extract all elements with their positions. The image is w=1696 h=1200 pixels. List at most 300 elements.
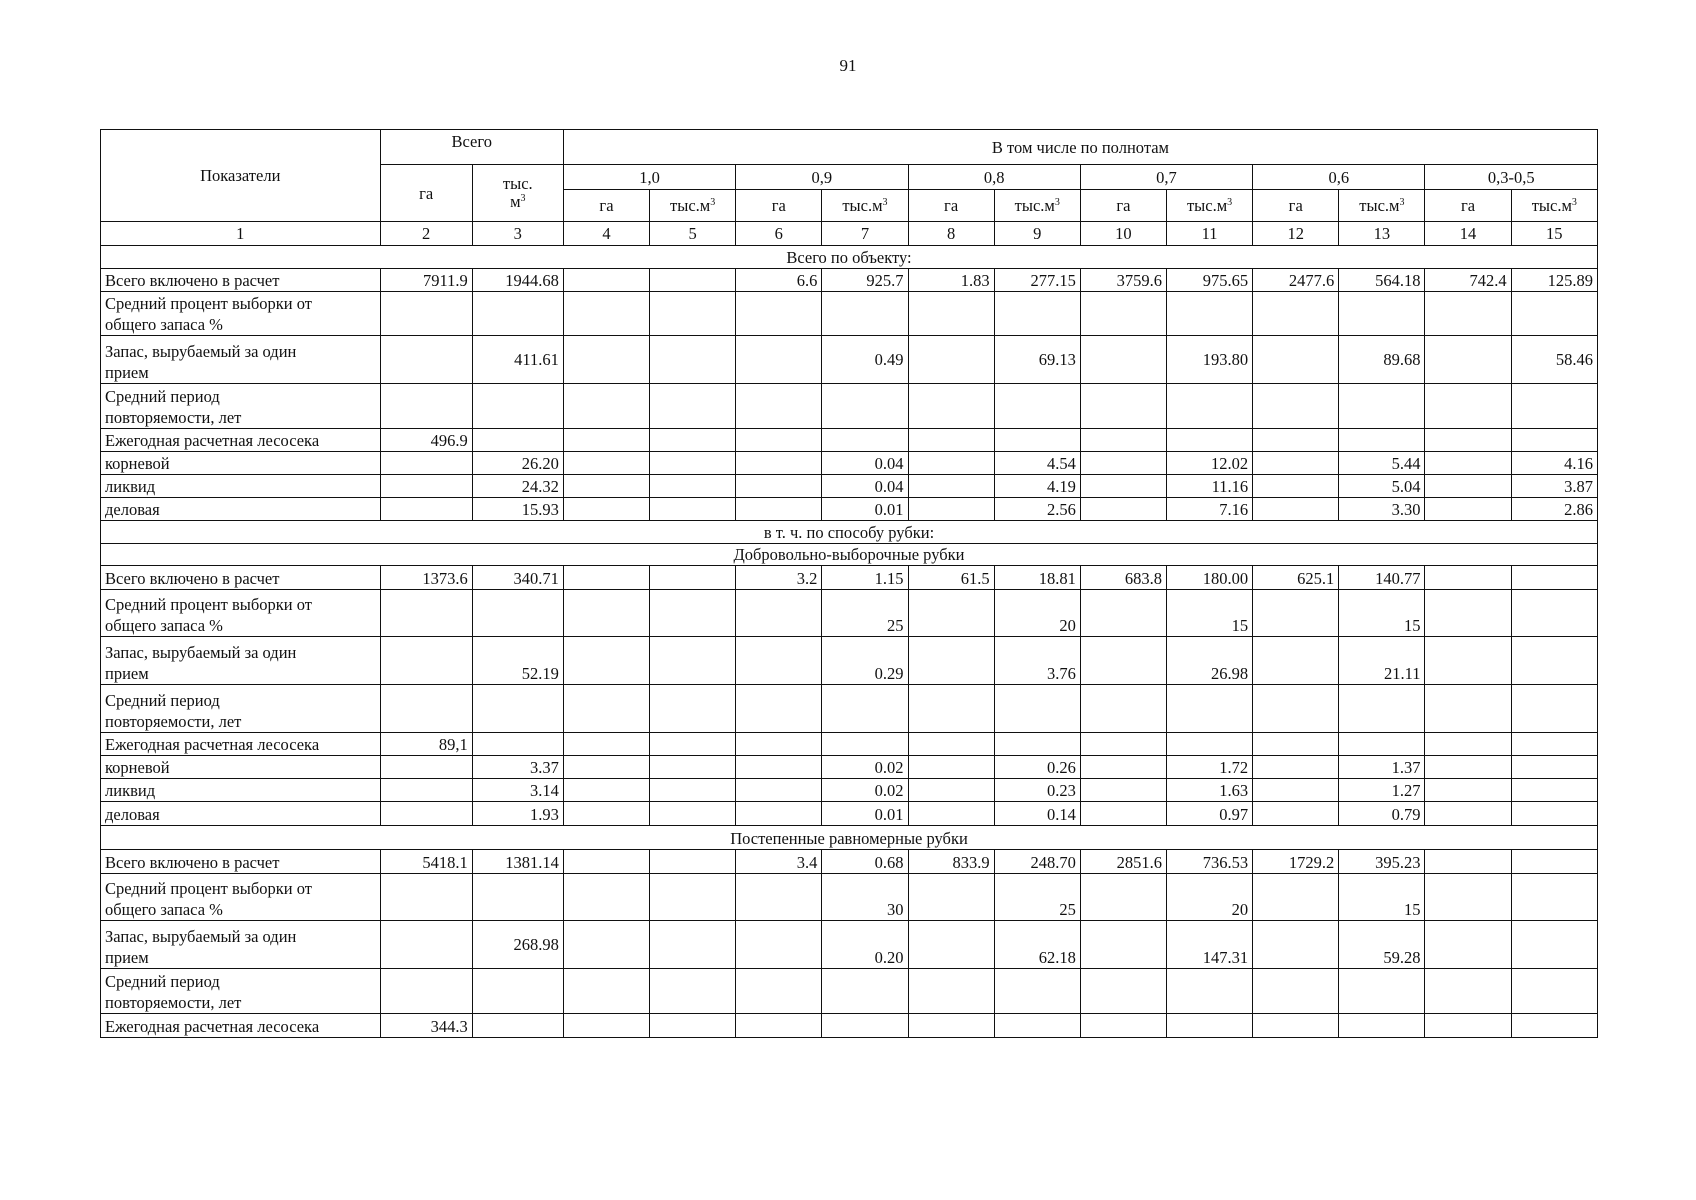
table-cell: 0.29	[822, 637, 908, 685]
table-cell	[994, 1014, 1080, 1038]
table-cell	[908, 802, 994, 826]
unit-ha: га	[563, 190, 649, 222]
row-label: Ежегодная расчетная лесосека	[101, 429, 381, 452]
table-cell	[1425, 1014, 1511, 1038]
unit-ha: га	[1080, 190, 1166, 222]
table-cell	[1425, 475, 1511, 498]
table-cell: 0.02	[822, 779, 908, 802]
cutting-area-table	[100, 129, 1598, 1038]
table-cell	[736, 590, 822, 637]
table-cell	[908, 292, 994, 336]
table-cell	[908, 452, 994, 475]
unit-ha: га	[1253, 190, 1339, 222]
table-cell	[1253, 779, 1339, 802]
table-cell: 683.8	[1080, 566, 1166, 590]
column-number: 1	[101, 222, 381, 246]
table-cell	[1080, 452, 1166, 475]
table-cell: 0.79	[1339, 802, 1425, 826]
table-cell	[1511, 384, 1597, 429]
column-number: 8	[908, 222, 994, 246]
table-cell: 11.16	[1166, 475, 1252, 498]
table-cell	[1080, 756, 1166, 779]
section-title: Добровольно-выборочные рубки	[101, 544, 1598, 566]
table-cell	[736, 452, 822, 475]
table-cell	[1253, 874, 1339, 921]
table-cell	[380, 685, 472, 733]
unit-ha: га	[908, 190, 994, 222]
table-cell	[822, 384, 908, 429]
table-cell	[650, 566, 736, 590]
table-cell	[650, 590, 736, 637]
table-cell	[1511, 874, 1597, 921]
table-cell: 20	[994, 590, 1080, 637]
section-title: Постепенные равномерные рубки	[101, 826, 1598, 850]
table-cell: 736.53	[1166, 850, 1252, 874]
table-cell: 0.14	[994, 802, 1080, 826]
table-cell	[1080, 874, 1166, 921]
table-cell	[1253, 969, 1339, 1014]
table-row	[101, 590, 1598, 637]
table-row	[101, 1014, 1598, 1038]
table-cell	[650, 685, 736, 733]
table-cell	[1166, 1014, 1252, 1038]
table-cell	[822, 969, 908, 1014]
row-label: ликвид	[101, 779, 381, 802]
table-cell	[1511, 637, 1597, 685]
table-cell	[1080, 921, 1166, 969]
unit-volume: $тыс.м^3$	[650, 190, 736, 222]
table-cell	[563, 969, 649, 1014]
column-number: 12	[1253, 222, 1339, 246]
table-cell: 21.11	[1339, 637, 1425, 685]
table-cell: 268.98	[472, 921, 563, 969]
table-cell	[650, 384, 736, 429]
table-cell: 89,1	[380, 733, 472, 756]
table-cell: 0.20	[822, 921, 908, 969]
table-cell	[736, 1014, 822, 1038]
table-cell: 3.4	[736, 850, 822, 874]
table-cell: 15	[1166, 590, 1252, 637]
section-row	[101, 826, 1598, 850]
header-density-3: 0,8	[908, 165, 1080, 190]
table-cell	[1425, 850, 1511, 874]
table-cell	[736, 969, 822, 1014]
table-cell: 3.87	[1511, 475, 1597, 498]
table-cell	[1253, 1014, 1339, 1038]
table-cell	[1425, 969, 1511, 1014]
table-cell	[1166, 384, 1252, 429]
table-cell	[563, 756, 649, 779]
table-cell: 15	[1339, 874, 1425, 921]
row-label: корневой	[101, 756, 381, 779]
table-cell	[1425, 756, 1511, 779]
table-cell: 0.26	[994, 756, 1080, 779]
column-number: 6	[736, 222, 822, 246]
table-cell: 25	[994, 874, 1080, 921]
table-cell	[380, 637, 472, 685]
table-cell	[822, 1014, 908, 1038]
table-cell	[380, 756, 472, 779]
table-cell	[563, 566, 649, 590]
table-cell	[736, 498, 822, 521]
table-row	[101, 779, 1598, 802]
table-cell: 59.28	[1339, 921, 1425, 969]
table-cell	[1425, 336, 1511, 384]
unit-ha: га	[1425, 190, 1511, 222]
table-cell	[650, 429, 736, 452]
table-cell	[563, 1014, 649, 1038]
table-cell: 7911.9	[380, 269, 472, 292]
table-row	[101, 498, 1598, 521]
table-cell	[563, 269, 649, 292]
table-row	[101, 452, 1598, 475]
table-cell	[822, 733, 908, 756]
table-cell	[908, 475, 994, 498]
table-cell	[1425, 292, 1511, 336]
table-cell: 7.16	[1166, 498, 1252, 521]
table-cell	[1425, 685, 1511, 733]
table-cell: 0.01	[822, 802, 908, 826]
table-cell	[472, 685, 563, 733]
table-cell	[1425, 384, 1511, 429]
table-cell	[380, 802, 472, 826]
header-total-ha: га	[380, 165, 472, 222]
table-cell	[380, 969, 472, 1014]
table-cell	[472, 1014, 563, 1038]
row-label: деловая	[101, 802, 381, 826]
table-cell	[736, 336, 822, 384]
table-cell: 61.5	[908, 566, 994, 590]
table-cell	[563, 779, 649, 802]
table-cell: 0.23	[994, 779, 1080, 802]
table-cell	[563, 384, 649, 429]
table-cell: 1729.2	[1253, 850, 1339, 874]
table-cell: 625.1	[1253, 566, 1339, 590]
table-cell: 975.65	[1166, 269, 1252, 292]
unit-volume: $тыс.м^3$	[1339, 190, 1425, 222]
table-cell	[1511, 292, 1597, 336]
table-row	[101, 384, 1598, 429]
row-label: Всего включено в расчет	[101, 850, 381, 874]
table-cell: 340.71	[472, 566, 563, 590]
unit-ha: га	[736, 190, 822, 222]
header-total-volume: тыс. $м^3$	[472, 165, 563, 222]
table-cell	[1339, 292, 1425, 336]
table-cell	[1080, 429, 1166, 452]
table-cell	[563, 429, 649, 452]
table-cell	[1166, 969, 1252, 1014]
table-cell	[472, 384, 563, 429]
table-cell: 26.20	[472, 452, 563, 475]
table-cell	[1425, 779, 1511, 802]
table-cell: 18.81	[994, 566, 1080, 590]
table-cell	[650, 779, 736, 802]
table-cell: 180.00	[1166, 566, 1252, 590]
table-cell: 0.49	[822, 336, 908, 384]
table-cell	[650, 452, 736, 475]
table-cell	[908, 384, 994, 429]
table-cell: 1.37	[1339, 756, 1425, 779]
table-row	[101, 429, 1598, 452]
table-cell	[380, 921, 472, 969]
table-cell	[380, 292, 472, 336]
table-cell	[563, 921, 649, 969]
table-cell: 3.37	[472, 756, 563, 779]
table-cell: 4.16	[1511, 452, 1597, 475]
table-cell	[1511, 969, 1597, 1014]
table-cell: 3759.6	[1080, 269, 1166, 292]
header-by-density: В том числе по полнотам	[563, 130, 1597, 165]
section-row	[101, 521, 1598, 544]
table-cell	[1339, 429, 1425, 452]
table-cell	[908, 756, 994, 779]
row-label: Средний процент выборки от общего запаса %	[101, 874, 381, 921]
table-cell: 1.83	[908, 269, 994, 292]
table-cell	[650, 874, 736, 921]
row-label: Запас, вырубаемый за один прием	[101, 637, 381, 685]
column-numbers-row	[101, 222, 1598, 246]
table-cell: 24.32	[472, 475, 563, 498]
table-cell	[650, 637, 736, 685]
table-cell	[1425, 802, 1511, 826]
row-label: Всего включено в расчет	[101, 269, 381, 292]
table-cell	[994, 429, 1080, 452]
table-cell: 496.9	[380, 429, 472, 452]
table-cell	[994, 733, 1080, 756]
table-cell	[380, 452, 472, 475]
table-cell	[650, 802, 736, 826]
table-cell	[650, 850, 736, 874]
table-cell	[908, 685, 994, 733]
table-cell	[1511, 921, 1597, 969]
table-row	[101, 874, 1598, 921]
table-cell	[1166, 685, 1252, 733]
table-cell: 1.15	[822, 566, 908, 590]
table-cell	[736, 874, 822, 921]
table-cell: 62.18	[994, 921, 1080, 969]
table-cell	[563, 802, 649, 826]
table-cell	[563, 590, 649, 637]
column-number: 2	[380, 222, 472, 246]
table-cell	[908, 921, 994, 969]
table-cell	[1253, 802, 1339, 826]
column-number: 14	[1425, 222, 1511, 246]
table-cell	[650, 336, 736, 384]
table-cell	[1511, 429, 1597, 452]
table-cell	[1253, 292, 1339, 336]
table-cell	[908, 779, 994, 802]
table-cell: 147.31	[1166, 921, 1252, 969]
table-cell	[1080, 384, 1166, 429]
table-cell	[1080, 779, 1166, 802]
table-cell	[380, 590, 472, 637]
table-cell: 3.30	[1339, 498, 1425, 521]
table-cell	[380, 384, 472, 429]
table-cell	[736, 685, 822, 733]
table-cell	[1080, 733, 1166, 756]
table-cell: 248.70	[994, 850, 1080, 874]
table-cell: 0.01	[822, 498, 908, 521]
row-label: Ежегодная расчетная лесосека	[101, 1014, 381, 1038]
table-row	[101, 685, 1598, 733]
column-number: 9	[994, 222, 1080, 246]
table-cell	[650, 733, 736, 756]
table-cell: 2.86	[1511, 498, 1597, 521]
table-cell	[563, 292, 649, 336]
table-cell	[1080, 802, 1166, 826]
row-label: Запас, вырубаемый за один прием	[101, 336, 381, 384]
table-cell	[736, 802, 822, 826]
table-row	[101, 850, 1598, 874]
table-cell	[563, 498, 649, 521]
row-label: Ежегодная расчетная лесосека	[101, 733, 381, 756]
column-number: 10	[1080, 222, 1166, 246]
header-density-4: 0,7	[1080, 165, 1252, 190]
table-row	[101, 969, 1598, 1014]
table-cell: 193.80	[1166, 336, 1252, 384]
table-cell	[1166, 429, 1252, 452]
table-cell	[1425, 637, 1511, 685]
table-cell	[650, 269, 736, 292]
table-cell	[908, 733, 994, 756]
table-cell	[736, 384, 822, 429]
table-cell	[736, 733, 822, 756]
row-label: Средний период повторяемости, лет	[101, 384, 381, 429]
row-label: Запас, вырубаемый за один прием	[101, 921, 381, 969]
header-density-6: 0,3-0,5	[1425, 165, 1598, 190]
table-cell	[1080, 292, 1166, 336]
table-row	[101, 292, 1598, 336]
table-cell	[563, 452, 649, 475]
table-body	[101, 246, 1598, 1038]
row-label: Средний процент выборки от общего запаса %	[101, 590, 381, 637]
table-cell	[1511, 590, 1597, 637]
table-cell	[1166, 292, 1252, 336]
table-cell	[563, 850, 649, 874]
table-cell	[472, 969, 563, 1014]
table-cell	[1080, 969, 1166, 1014]
table-cell	[1425, 498, 1511, 521]
table-cell	[1080, 637, 1166, 685]
table-cell	[1253, 685, 1339, 733]
page-number: 91	[839, 56, 857, 75]
table-cell: 20	[1166, 874, 1252, 921]
row-label: Средний период повторяемости, лет	[101, 969, 381, 1014]
table-cell	[736, 921, 822, 969]
table-cell	[736, 637, 822, 685]
section-row	[101, 246, 1598, 269]
table-cell	[1425, 590, 1511, 637]
table-cell: 0.04	[822, 475, 908, 498]
section-row	[101, 544, 1598, 566]
column-number: 13	[1339, 222, 1425, 246]
table-row	[101, 802, 1598, 826]
table-cell	[908, 590, 994, 637]
table-cell: 1.63	[1166, 779, 1252, 802]
table-cell	[1080, 590, 1166, 637]
table-cell	[908, 1014, 994, 1038]
table-cell	[1511, 756, 1597, 779]
column-number: 11	[1166, 222, 1252, 246]
column-number: 15	[1511, 222, 1597, 246]
table-cell: 1944.68	[472, 269, 563, 292]
table-cell	[1511, 850, 1597, 874]
table-cell	[380, 336, 472, 384]
table-cell	[1425, 452, 1511, 475]
table-cell: 2851.6	[1080, 850, 1166, 874]
table-cell: 3.2	[736, 566, 822, 590]
table-cell	[1511, 1014, 1597, 1038]
table-cell: 5418.1	[380, 850, 472, 874]
table-row	[101, 336, 1598, 384]
table-cell	[1080, 498, 1166, 521]
table-cell: 925.7	[822, 269, 908, 292]
table-cell	[472, 874, 563, 921]
table-cell: 344.3	[380, 1014, 472, 1038]
table-cell: 52.19	[472, 637, 563, 685]
table-cell	[472, 733, 563, 756]
table-cell	[736, 292, 822, 336]
table-cell: 15	[1339, 590, 1425, 637]
table-cell	[1253, 590, 1339, 637]
table-cell	[563, 637, 649, 685]
table-cell: 2477.6	[1253, 269, 1339, 292]
table-cell	[908, 874, 994, 921]
table-cell	[908, 429, 994, 452]
table-cell: 0.04	[822, 452, 908, 475]
header-density-1: 1,0	[563, 165, 735, 190]
table-cell	[380, 779, 472, 802]
table-cell	[1253, 637, 1339, 685]
table-cell	[1339, 1014, 1425, 1038]
section-title: Всего по объекту:	[101, 246, 1598, 269]
table-cell	[563, 336, 649, 384]
table-cell: 5.04	[1339, 475, 1425, 498]
table-cell: 0.68	[822, 850, 908, 874]
header-indicators: Показатели	[101, 130, 381, 222]
table-cell	[472, 590, 563, 637]
row-label: корневой	[101, 452, 381, 475]
table-cell	[1511, 802, 1597, 826]
row-label: Всего включено в расчет	[101, 566, 381, 590]
table-cell	[994, 969, 1080, 1014]
table-cell	[908, 637, 994, 685]
column-number: 7	[822, 222, 908, 246]
table-cell	[380, 498, 472, 521]
table-cell	[908, 498, 994, 521]
table-cell: 3.14	[472, 779, 563, 802]
table-cell	[1339, 969, 1425, 1014]
table-cell	[650, 969, 736, 1014]
table-cell: 833.9	[908, 850, 994, 874]
table-cell	[1253, 498, 1339, 521]
table-cell	[1253, 475, 1339, 498]
table-row	[101, 475, 1598, 498]
table-cell: 3.76	[994, 637, 1080, 685]
table-cell	[380, 874, 472, 921]
row-label: Средний период повторяемости, лет	[101, 685, 381, 733]
table-cell	[472, 292, 563, 336]
table-cell: 1.72	[1166, 756, 1252, 779]
table-cell	[1511, 733, 1597, 756]
table-cell	[1253, 733, 1339, 756]
header-density-5: 0,6	[1253, 165, 1425, 190]
table-cell: 564.18	[1339, 269, 1425, 292]
table-cell: 26.98	[1166, 637, 1252, 685]
table-cell	[994, 292, 1080, 336]
table-cell: 69.13	[994, 336, 1080, 384]
table-cell: 12.02	[1166, 452, 1252, 475]
